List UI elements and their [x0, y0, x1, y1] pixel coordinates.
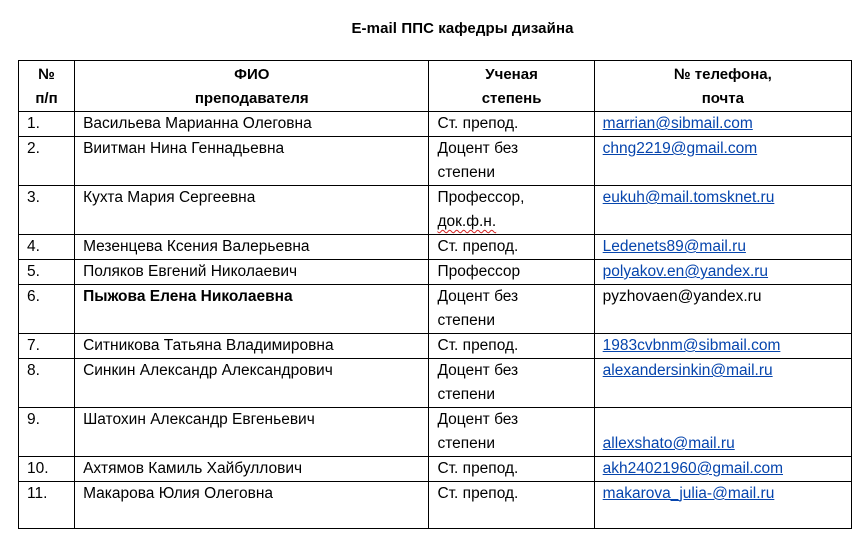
email-link[interactable]: polyakov.en@yandex.ru — [602, 263, 769, 280]
header-degree — [429, 61, 594, 112]
email-link[interactable]: makarova_julia-@mail.ru — [602, 485, 775, 502]
row-degree-line1: Доцент без — [437, 140, 519, 157]
row-degree — [429, 112, 594, 137]
row-degree — [429, 482, 594, 529]
row-degree — [429, 334, 594, 359]
email-link[interactable]: eukuh@mail.tomsknet.ru — [602, 189, 775, 206]
row-degree-line2: док.ф.н. — [437, 213, 497, 230]
row-num: 5. — [19, 260, 75, 285]
row-num: 8. — [19, 359, 75, 408]
email-link[interactable]: marrian@sibmail.com — [602, 115, 753, 132]
table-row — [19, 457, 852, 482]
email-link[interactable]: chng2219@gmail.com — [602, 140, 758, 157]
email-link[interactable]: Ledenets89@mail.ru — [602, 238, 746, 255]
table-row — [19, 235, 852, 260]
row-degree-line1: Ст. препод. — [437, 115, 519, 132]
email-text: pyzhovaen@yandex.ru — [602, 288, 762, 305]
row-name: Шатохин Александр Евгеньевич — [75, 408, 429, 457]
row-name: Ситникова Татьяна Владимировна — [75, 334, 429, 359]
row-degree-line2: степени — [437, 164, 496, 181]
table-row — [19, 285, 852, 334]
email-link[interactable]: allexshato@mail.ru — [602, 435, 735, 452]
row-name: Синкин Александр Александрович — [75, 359, 429, 408]
header-num-line2: п/п — [35, 90, 58, 107]
row-degree — [429, 285, 594, 334]
row-degree — [429, 359, 594, 408]
row-num: 2. — [19, 137, 75, 186]
table-header-row — [19, 61, 852, 112]
row-email — [594, 334, 851, 359]
table-row — [19, 137, 852, 186]
row-name: Кухта Мария Сергеевна — [75, 186, 429, 235]
row-num: 4. — [19, 235, 75, 260]
row-num: 7. — [19, 334, 75, 359]
row-num: 6. — [19, 285, 75, 334]
row-degree — [429, 260, 594, 285]
row-num: 10. — [19, 457, 75, 482]
row-name: Виитман Нина Геннадьевна — [75, 137, 429, 186]
row-name: Пыжова Елена Николаевна — [75, 285, 429, 334]
row-name: Васильева Марианна Олеговна — [75, 112, 429, 137]
row-num: 1. — [19, 112, 75, 137]
header-degree-line2: степень — [481, 90, 542, 107]
row-degree — [429, 137, 594, 186]
row-degree-line1: Ст. препод. — [437, 337, 519, 354]
row-degree-line1: Доцент без — [437, 288, 519, 305]
row-name: Мезенцева Ксения Валерьевна — [75, 235, 429, 260]
header-name-line1: ФИО — [234, 66, 270, 83]
header-name — [75, 61, 429, 112]
row-email — [594, 137, 851, 186]
row-num: 11. — [19, 482, 75, 529]
table-row — [19, 359, 852, 408]
staff-email-table — [18, 60, 852, 529]
row-num: 9. — [19, 408, 75, 457]
header-contact-line2: почта — [701, 90, 744, 107]
row-degree-line1: Профессор — [437, 263, 521, 280]
row-degree — [429, 235, 594, 260]
row-email — [594, 186, 851, 235]
header-contact — [594, 61, 851, 112]
header-contact-line1: № телефона, — [673, 66, 772, 83]
row-degree-line1: Ст. препод. — [437, 460, 519, 477]
row-name: Поляков Евгений Николаевич — [75, 260, 429, 285]
email-link[interactable]: akh24021960@gmail.com — [602, 460, 783, 477]
table-row — [19, 260, 852, 285]
row-name: Ахтямов Камиль Хайбуллович — [75, 457, 429, 482]
table-row — [19, 408, 852, 457]
email-link[interactable]: alexandersinkin@mail.ru — [602, 362, 773, 379]
row-email — [594, 235, 851, 260]
table-row — [19, 334, 852, 359]
row-degree — [429, 186, 594, 235]
header-degree-line1: Ученая — [485, 66, 538, 83]
table-row — [19, 482, 852, 529]
email-link[interactable]: 1983cvbnm@sibmail.com — [602, 337, 781, 354]
row-degree — [429, 457, 594, 482]
document-title: E-mail ППС кафедры дизайна — [351, 20, 574, 37]
row-email — [594, 408, 851, 457]
header-num — [19, 61, 75, 112]
row-degree-line1: Ст. препод. — [437, 485, 519, 502]
row-email — [594, 260, 851, 285]
table-row — [19, 186, 852, 235]
row-degree-line2: степени — [437, 312, 496, 329]
row-degree-line1: Ст. препод. — [437, 238, 519, 255]
row-email — [594, 359, 851, 408]
row-email — [594, 457, 851, 482]
header-name-line2: преподавателя — [194, 90, 309, 107]
row-degree-line1: Профессор, — [437, 189, 525, 206]
row-email — [594, 482, 851, 529]
row-email — [594, 285, 851, 334]
row-degree-line1: Доцент без — [437, 362, 519, 379]
header-num-line1: № — [38, 66, 55, 83]
row-degree-line2: степени — [437, 435, 496, 452]
row-degree-line1: Доцент без — [437, 411, 519, 428]
row-name: Макарова Юлия Олеговна — [75, 482, 429, 529]
row-degree-line2: степени — [437, 386, 496, 403]
row-num: 3. — [19, 186, 75, 235]
row-email — [594, 112, 851, 137]
row-degree — [429, 408, 594, 457]
table-row — [19, 112, 852, 137]
